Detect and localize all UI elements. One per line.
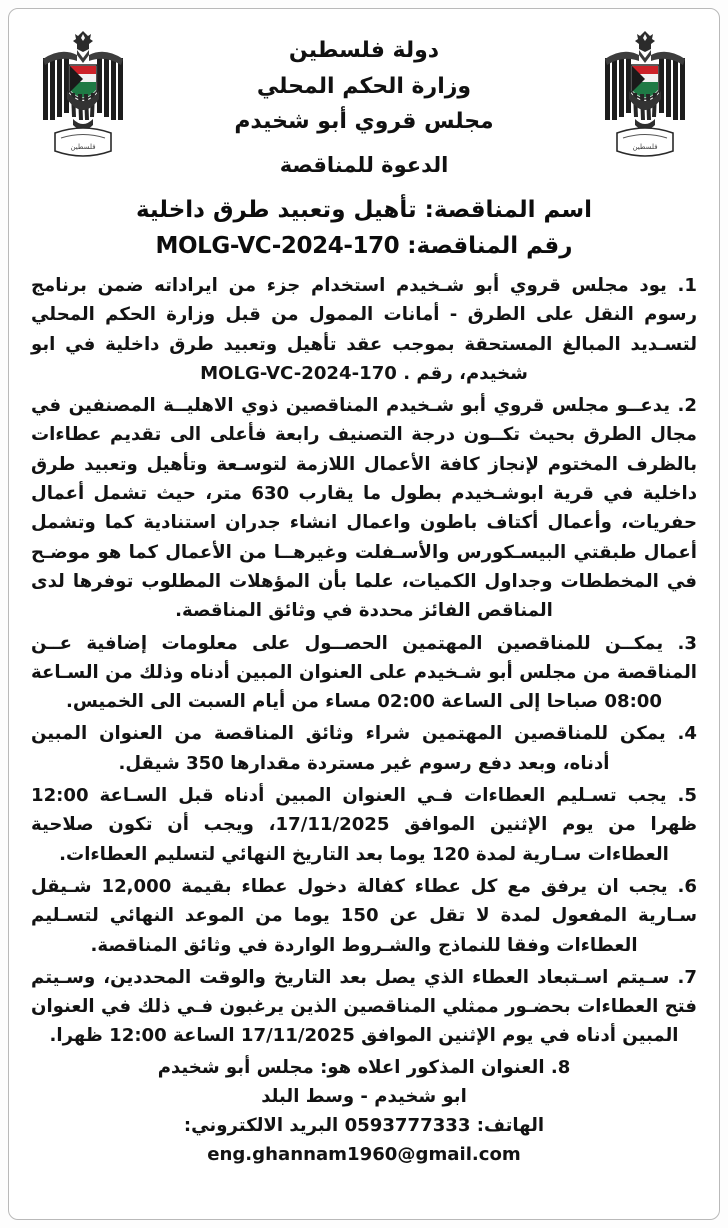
clause-item [31, 963, 697, 1051]
clause-number: 2 [684, 395, 697, 417]
clause-list [25, 271, 703, 1051]
document-header [25, 19, 703, 271]
clause-text: . يود مجلس قروي أبو شـخيدم استخدام جزء من ايراداته ضمن برنامج رسوم النقل على الطرق - أمانات الممول من قبل وزارة الحكم المحلي لتسـديد المبالغ المستحقة بموجب عقد تأهيل وتعبيد طرق داخلية في ابو شخيدم، رقم . MOLG-VC-2024-170 [31, 275, 697, 384]
clause-number: 4 [684, 723, 697, 745]
address-clause [31, 1054, 697, 1083]
address-block [25, 1054, 703, 1170]
org-line-council: مجلس قروي أبو شخيدم [234, 109, 494, 135]
clause-text: . يجب تسـليم العطاءات فـي العنوان المبين أدناه قبل السـاعة 12:00 ظهرا من يوم الإثنين الموافق 17/11/2025، ويجب أن تكون صلاحية العطاءات سـارية لمدة 120 يوما بعد التاريخ النهائي لتسليم العطاءات. [31, 785, 697, 865]
clause-item [31, 872, 697, 960]
invitation-heading: الدعوة للمناقصة [279, 152, 449, 177]
tender-number-value: MOLG-VC-2024-170 [155, 233, 400, 259]
clause-text: . يمكن للمناقصين المهتمين شراء وثائق المناقصة من العنوان المبين أدناه، وبعد دفع رسوم غير مستردة مقدارها 350 شيقل. [31, 723, 685, 774]
svg-text:فلسطين: فلسطين [70, 143, 96, 151]
clause-number: 6 [684, 875, 697, 897]
notice-sheet [8, 8, 720, 1220]
contact-line [31, 1112, 697, 1170]
palestine-coat-of-arms-icon [37, 25, 129, 175]
email-value[interactable]: eng.ghannam1960@gmail.com [207, 1143, 521, 1165]
clause-item [31, 719, 697, 778]
org-line-ministry: وزارة الحكم المحلي [256, 73, 472, 99]
tender-number [25, 233, 703, 259]
tender-name: اسم المناقصة: تأهيل وتعبيد طرق داخلية [135, 197, 593, 223]
clause-item [31, 629, 697, 717]
clause-item [31, 391, 697, 625]
svg-text:فلسطين: فلسطين [632, 143, 658, 151]
clause-item [31, 781, 697, 869]
address-line: ابو شخيدم - وسط البلد [261, 1085, 467, 1107]
clause-number: 7 [684, 966, 697, 988]
clause-text: . يدعــو مجلس قروي أبو شـخيدم المناقصين ذوي الاهليــة المصنفين في مجال الطرق بحيث تكــون درجة التصنيف رابعة فأعلى الى تقديم عطاءات بالظرف المختوم لإنجاز كافة الأعمال اللازمة لتوسـعة وتأهيل وتعبيد طرق داخلية في قرية ابوشـخيدم بطول ما يقارب 630 متر، حيث تشمل أعمال حفريات، وأعمال أكتاف باطون واعمال انشاء جدران استنادية كما وتشمل أعمال طبقتي البيسـكورس والأسـفلت وغيرهــا من الأعمال كما هو موضـح في المخططات وجداول الكميات، علما بأن المؤهلات المطلوب توفرها لدى المناقص الفائز محددة في وثائق المناقصة. [31, 395, 698, 622]
phone-label: الهاتف: [476, 1114, 545, 1136]
clause-number: 3 [684, 632, 697, 654]
clause-text: . سـيتم اسـتبعاد العطاء الذي يصل بعد التاريخ والوقت المحددين، وسـيتم فتح العطاءات بحضـور ممثلي المناقصين الذين يرغبون فـي ذلك في العنوان المبين أدناه في يوم الإثنين الموافق 17/11/2025 الساعة 12:00 ظهرا. [31, 966, 697, 1047]
org-line-country: دولة فلسطين [288, 38, 440, 63]
email-label: البريد الالكتروني: [183, 1114, 339, 1136]
clause-item [31, 271, 697, 388]
tender-number-label: رقم المناقصة: [407, 233, 573, 259]
address-clause-number: 8 [557, 1056, 571, 1078]
clause-number: 5 [684, 785, 697, 807]
address-clause-text: . العنوان المذكور اعلاه هو: مجلس أبو شخيدم [157, 1056, 558, 1078]
clause-text: . يمكــن للمناقصين المهتمين الحصــول على معلومات إضافية عــن المناقصة من مجلس أبو شـخيدم على العنوان المبين أدناه وذلك من السـاعة 08:00 صباحا إلى الساعة 02:00 مساء من أيام السبت الى الخميس. [31, 632, 697, 713]
clause-text: . يجب ان يرفق مع كل عطاء كفالة دخول عطاء بقيمة 12,000 شـيقل سـارية المفعول لمدة لا تقل عن 150 يوما من الموعد النهائي لتسـليم العطاءات وفقا للنماذج والشـروط الواردة في وثائق المناقصة. [31, 875, 697, 956]
header-title-block [135, 33, 593, 181]
clause-number: 1 [684, 275, 697, 296]
palestine-coat-of-arms-icon-right [599, 25, 691, 175]
phone-value[interactable]: 0593777333 [344, 1114, 471, 1136]
